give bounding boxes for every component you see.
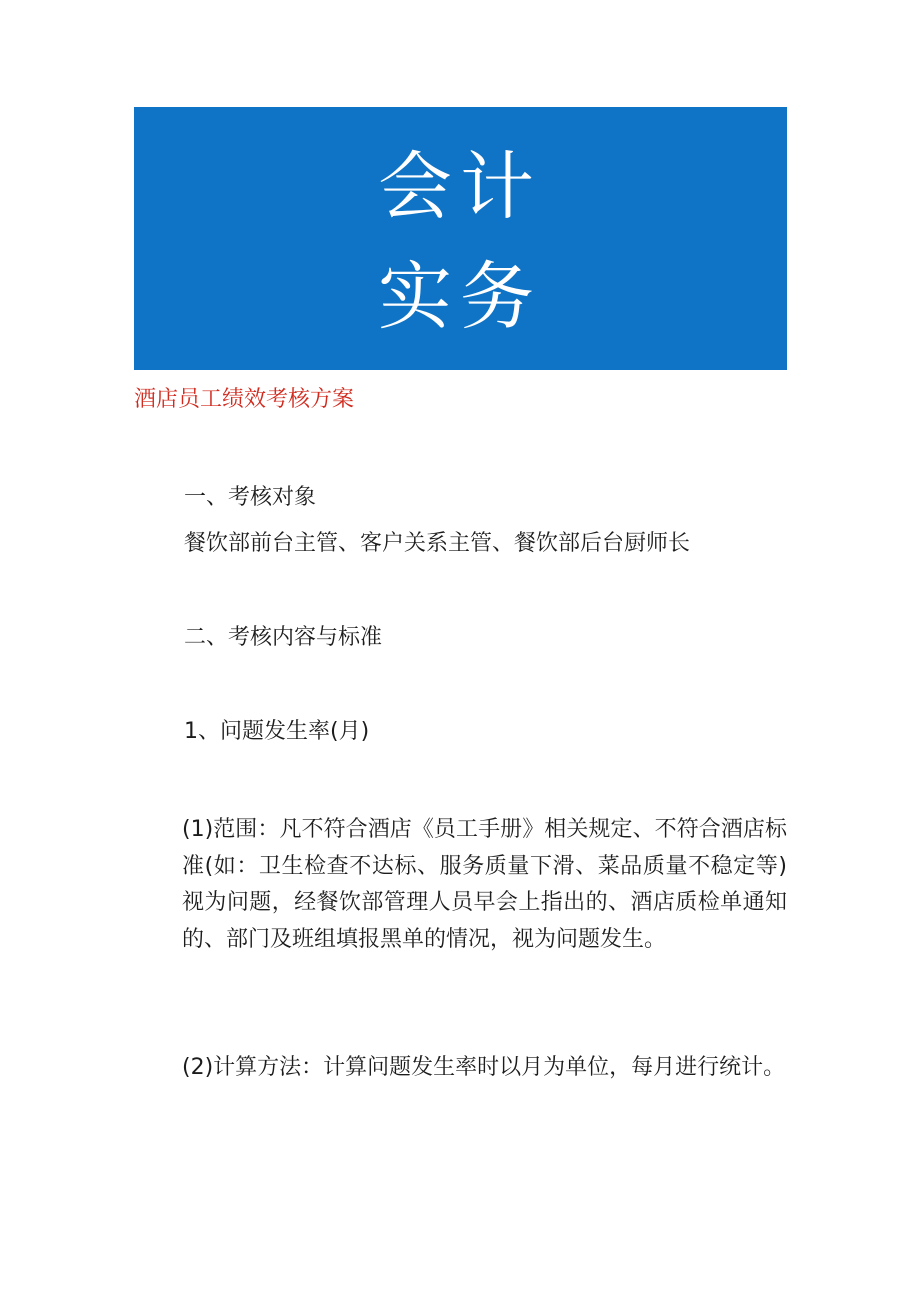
item1-paragraph-scope-text: (1)范围：凡不符合酒店《员工手册》相关规定、不符合酒店标准(如：卫生检查不达标、服务质量下滑、菜品质量不稳定等)视为问题，经餐饮部管理人员早会上指出的、酒店质检单通知的、部门及班组填报黑单的情况，视为问题发生。	[182, 817, 787, 952]
item1-paragraph-method	[134, 1050, 787, 1087]
item1-paragraph-method-text: (2)计算方法：计算问题发生率时以月为单位，每月进行统计。	[182, 1055, 786, 1080]
item1-heading: 1、问题发生率(月)	[184, 719, 370, 744]
section2-heading: 二、考核内容与标准	[184, 625, 383, 650]
section1-body: 餐饮部前台主管、客户关系主管、餐饮部后台厨师长	[184, 531, 691, 556]
banner-title-line2: 实务	[378, 254, 542, 340]
section1-heading: 一、考核对象	[184, 485, 317, 510]
banner-title-line1: 会计	[378, 144, 542, 230]
document-title: 酒店员工绩效考核方案	[134, 387, 355, 412]
item1-paragraph-scope	[134, 812, 787, 958]
